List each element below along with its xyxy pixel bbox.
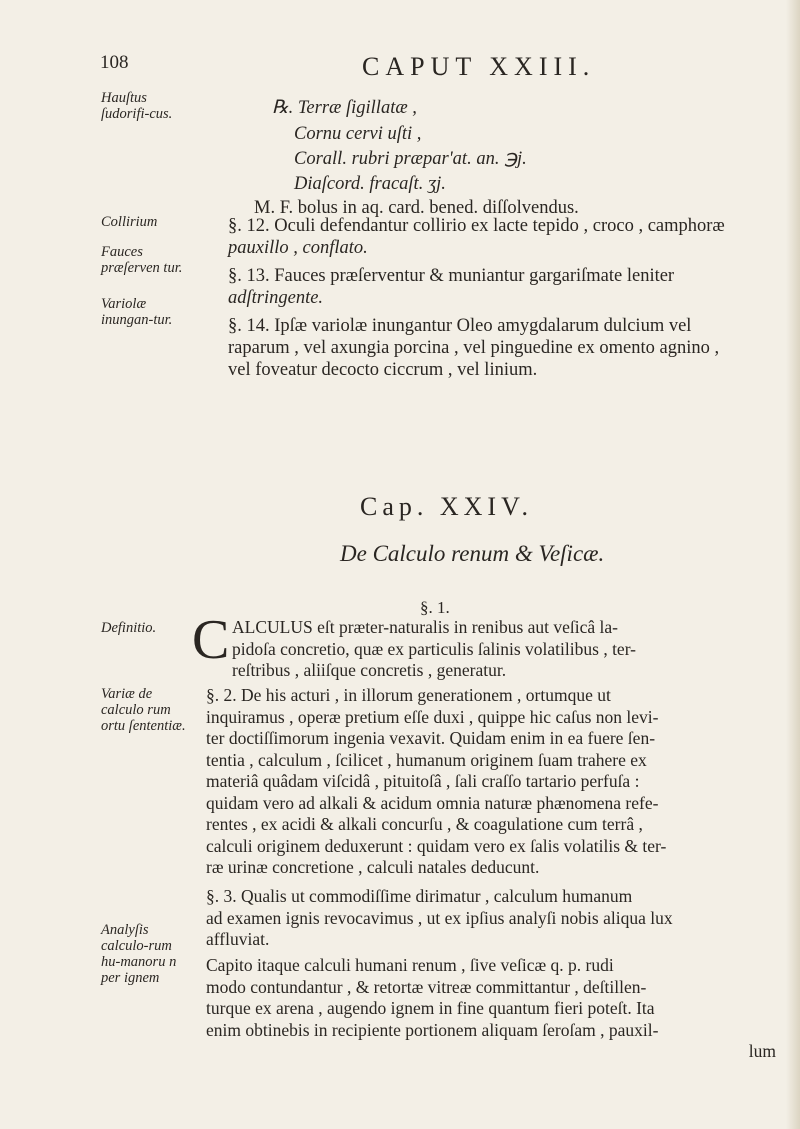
section-13-line-1: §. 13. Fauces præſerventur & muniantur gargariſmate leniter (228, 266, 675, 286)
text-line: modo contundantur , & retortæ vitreæ committantur , deſtillen- (206, 976, 647, 997)
recipe-line-4: Diaſcord. fracaſt. ʒj. (294, 174, 446, 194)
chapter-heading: Cap. XXIV. (360, 492, 534, 521)
text-line: enim obtinebis in recipiente portionem aliquam ſeroſam , pauxil- (206, 1019, 659, 1040)
text-line: inquiramus , operæ pretium eſſe duxi , quippe hic caſus non levi- (206, 706, 659, 727)
text-line: materiâ quâdam viſcidâ , pituitoſâ , ſali craſſo tartario perfuſa : (206, 771, 640, 791)
section-13-line-2: adſtringente. (228, 288, 324, 308)
paragraph-definition (232, 617, 776, 682)
text-line: ræ urinæ concretione , calculi natales deducunt. (206, 857, 540, 877)
text-line: rentes , ex acidi & alkali concurſu , & coagulatione cum terrâ , (206, 814, 643, 834)
margin-note-analysis: Analyſis calculo-rum hu-manoru n per ignem (101, 922, 177, 986)
text-line: quidam vero ad alkali & acidum omnia naturæ phænomena refe- (206, 792, 659, 813)
running-head: CAPUT XXIII. (362, 52, 596, 81)
paragraph-analysis (206, 886, 776, 951)
text-line: Capito itaque calculi humani renum , ſive veſicæ q. p. rudi (206, 955, 614, 975)
margin-note-variolae: Variolæ inungan-tur. (101, 296, 173, 328)
recipe-line-3: Corall. rubri præpar'at. an. ℈j. (294, 149, 527, 169)
text-line: §. 3. Qualis ut commodiſſime dirimatur , calculum humanum (206, 886, 633, 906)
margin-note-collirium: Collirium (101, 214, 158, 230)
text-line: turque ex arena , augendo ignem in fine quantum fieri poteſt. Ita (206, 998, 655, 1018)
chapter-title: De Calculo renum & Veſicæ. (340, 541, 605, 566)
drop-cap: C (192, 609, 230, 671)
section-12-line-2: pauxillo , conflato. (228, 238, 368, 258)
text-line: lum (748, 1041, 776, 1061)
page-number: 108 (100, 52, 129, 73)
margin-note-variae: Variæ de calculo rum ortu ſententiæ. (101, 686, 186, 734)
section-12-line-1: §. 12. Oculi defendantur collirio ex lacte tepido , croco , camphoræ (228, 216, 725, 236)
section-14-line-1: §. 14. Ipſæ variolæ inungantur Oleo amygdalarum dulcium vel (228, 316, 692, 336)
text-line: ad examen ignis revocavimus , ut ex ipſius analyſi nobis aliqua lux (206, 907, 673, 928)
page-edge-shadow (786, 0, 800, 1129)
section-14-line-3: vel foveatur decocto ciccrum , vel linium. (228, 360, 538, 380)
recipe-line-5: M. F. bolus in aq. card. bened. diſſolvendus. (254, 198, 579, 218)
text-line: tentia , calculum , ſcilicet , humanum originem ſuam trahere ex (206, 749, 647, 770)
text-line: ALCULUS eſt præter-naturalis in renibus aut veſicâ la- (232, 617, 618, 637)
recipe-line-2: Cornu cervi uſti , (294, 124, 422, 144)
text-line: reſtribus , aliiſque concretis , generatur. (232, 660, 507, 680)
paragraph-procedure (206, 955, 776, 1063)
margin-note-haustus: Hauſtus ſudorifi-cus. (101, 90, 173, 122)
recipe-line-1: ℞. Terræ ſigillatæ , (272, 98, 417, 118)
text-line: affluviat. (206, 929, 270, 949)
section-14-line-2: raparum , vel axungia porcina , vel pinguedine ex omento agnino , (228, 338, 720, 358)
paragraph-opinions (206, 685, 776, 879)
text-line: calculi originem deduxerunt : quidam vero ex ſalis volatilis & ter- (206, 835, 667, 856)
margin-note-fauces: Fauces præſerven tur. (101, 244, 183, 276)
text-line: pidoſa concretio, quæ ex particulis ſalinis volatilibus , ter- (232, 638, 637, 659)
margin-note-definitio: Definitio. (101, 620, 157, 636)
text-line: ter doctiſſimorum ingenia vexavit. Quidam enim in ea fuere ſen- (206, 728, 656, 748)
text-line: §. 2. De his acturi , in illorum generationem , ortumque ut (206, 685, 611, 705)
section-1-number: §. 1. (420, 598, 450, 617)
